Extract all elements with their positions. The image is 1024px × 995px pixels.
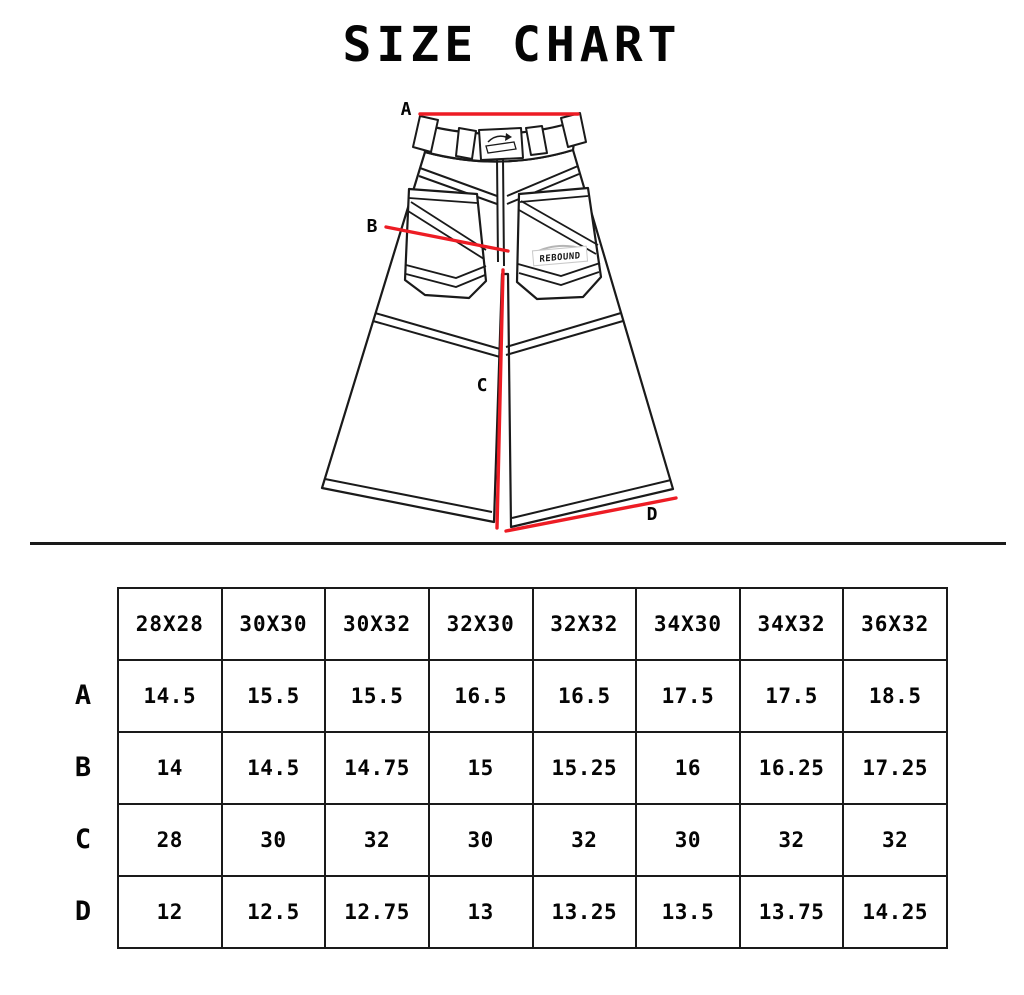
table-row — [118, 660, 947, 732]
section-divider — [30, 542, 1006, 545]
column-header: 30X30 — [222, 588, 326, 660]
table-row — [118, 732, 947, 804]
table-cell: 12.5 — [222, 876, 326, 948]
size-table-header-row — [118, 588, 947, 660]
back-pocket-right — [517, 188, 601, 299]
measure-label-d: D — [646, 504, 658, 525]
table-cell: 32 — [740, 804, 844, 876]
table-cell: 16.5 — [533, 660, 637, 732]
table-cell: 15.5 — [325, 660, 429, 732]
table-cell: 14 — [118, 732, 222, 804]
jeans-measurement-diagram — [0, 88, 1024, 550]
table-row-labels — [60, 659, 106, 947]
table-cell: 30 — [636, 804, 740, 876]
table-cell: 15.5 — [222, 660, 326, 732]
table-cell: 28 — [118, 804, 222, 876]
column-header: 32X32 — [533, 588, 637, 660]
table-cell: 17.5 — [636, 660, 740, 732]
table-cell: 16.5 — [429, 660, 533, 732]
table-cell: 12 — [118, 876, 222, 948]
table-cell: 32 — [843, 804, 947, 876]
size-table — [117, 587, 948, 949]
measure-label-c: C — [476, 375, 488, 396]
column-header: 34X30 — [636, 588, 740, 660]
table-cell: 17.25 — [843, 732, 947, 804]
table-cell: 16.25 — [740, 732, 844, 804]
column-header: 30X32 — [325, 588, 429, 660]
table-cell: 30 — [222, 804, 326, 876]
row-label-a: A — [74, 679, 92, 711]
row-label-d: D — [74, 895, 92, 927]
table-cell: 16 — [636, 732, 740, 804]
rebound-logo-text: REBOUND — [539, 251, 581, 265]
column-header: 28X28 — [118, 588, 222, 660]
table-row — [118, 804, 947, 876]
column-header: 32X30 — [429, 588, 533, 660]
table-cell: 12.75 — [325, 876, 429, 948]
table-cell: 30 — [429, 804, 533, 876]
page-title: SIZE CHART — [342, 17, 682, 73]
table-cell: 14.75 — [325, 732, 429, 804]
measure-label-b: B — [366, 216, 378, 237]
column-header: 34X32 — [740, 588, 844, 660]
table-cell: 13.5 — [636, 876, 740, 948]
table-cell: 13.75 — [740, 876, 844, 948]
table-cell: 14.25 — [843, 876, 947, 948]
table-cell: 14.5 — [222, 732, 326, 804]
row-label-b: B — [74, 751, 92, 783]
table-cell: 13.25 — [533, 876, 637, 948]
table-cell: 15.25 — [533, 732, 637, 804]
table-cell: 15 — [429, 732, 533, 804]
table-cell: 13 — [429, 876, 533, 948]
belt-loop-left-inner — [456, 128, 476, 159]
table-cell: 32 — [325, 804, 429, 876]
table-cell: 14.5 — [118, 660, 222, 732]
table-row — [118, 876, 947, 948]
table-cell: 32 — [533, 804, 637, 876]
table-cell: 17.5 — [740, 660, 844, 732]
column-header: 36X32 — [843, 588, 947, 660]
measure-label-a: A — [400, 99, 412, 120]
row-label-c: C — [74, 823, 92, 855]
table-cell: 18.5 — [843, 660, 947, 732]
